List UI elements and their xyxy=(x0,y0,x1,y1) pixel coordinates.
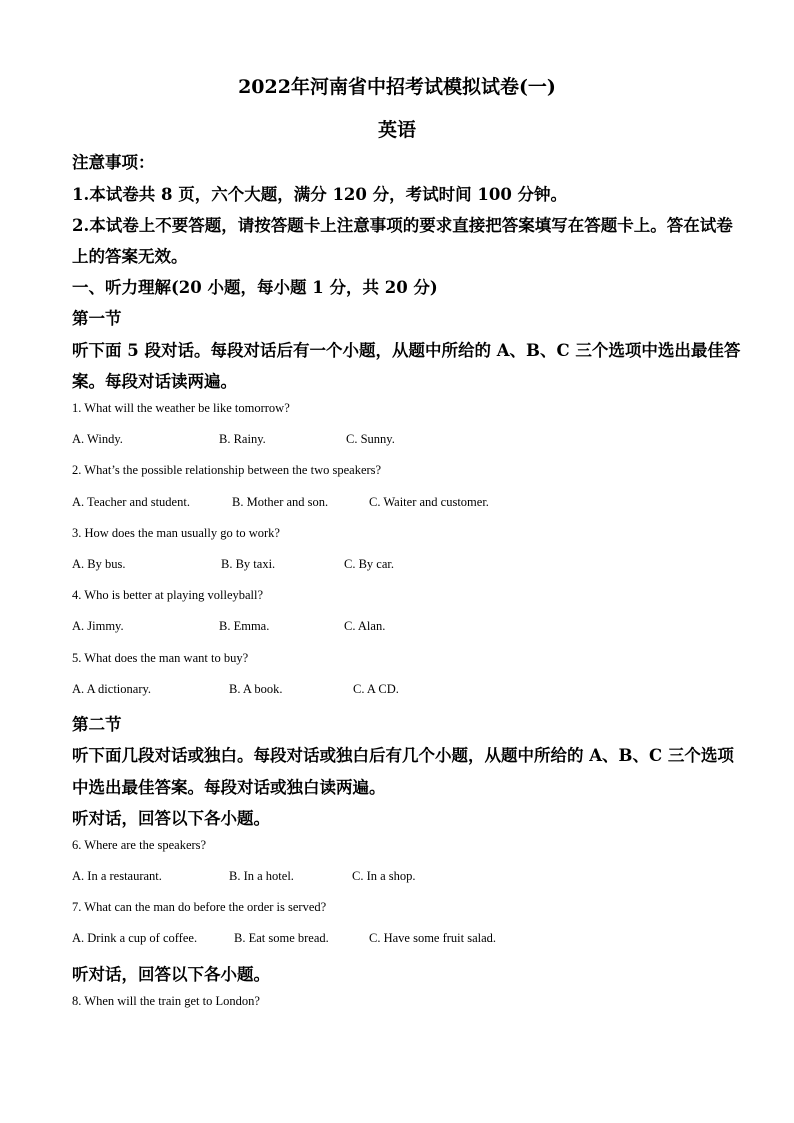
question-2-option-a: A. Teacher and student. xyxy=(72,495,190,509)
question-5-option-b: B. A book. xyxy=(229,682,283,696)
question-3-option-a: A. By bus. xyxy=(72,557,126,571)
question-1: 1. What will the weather be like tomorrow? xyxy=(72,401,290,415)
dialogue-prompt-2: 听对话，回答以下各小题。 xyxy=(72,965,270,984)
dialogue-prompt-1: 听对话，回答以下各小题。 xyxy=(72,809,270,828)
note-item-2-line-2: 上的答案无效。 xyxy=(72,247,188,266)
part1-title: 一、听力理解(20 小题，每小题 1 分，共 20 分) xyxy=(72,278,438,297)
section1-instructions-line-2: 案。每段对话读两遍。 xyxy=(72,372,237,391)
note-item-2-line-1: 2.本试卷上不要答题，请按答题卡上注意事项的要求直接把答案填写在答题卡上。答在试卷 xyxy=(72,216,733,235)
section2-instructions-line-2: 中选出最佳答案。每段对话或独白读两遍。 xyxy=(72,778,386,797)
question-6-option-a: A. In a restaurant. xyxy=(72,869,162,883)
question-6-option-c: C. In a shop. xyxy=(352,869,416,883)
note-item-1: 1.本试卷共 8 页，六个大题，满分 120 分，考试时间 100 分钟。 xyxy=(72,185,568,204)
question-7-option-a: A. Drink a cup of coffee. xyxy=(72,931,198,945)
question-6: 6. Where are the speakers? xyxy=(72,838,207,852)
question-1-option-b: B. Rainy. xyxy=(219,432,266,446)
section2-label: 第二节 xyxy=(72,715,122,734)
question-2-option-c: C. Waiter and customer. xyxy=(369,495,489,509)
exam-title: 2022年河南省中招考试模拟试卷(一) xyxy=(238,76,556,98)
question-1-option-c: C. Sunny. xyxy=(346,432,395,446)
question-6-option-b: B. In a hotel. xyxy=(229,869,294,883)
question-7: 7. What can the man do before the order is served? xyxy=(72,900,327,914)
question-7-option-c: C. Have some fruit salad. xyxy=(369,931,497,945)
question-3-option-c: C. By car. xyxy=(344,557,394,571)
question-3-option-b: B. By taxi. xyxy=(221,557,276,571)
question-7-option-b: B. Eat some bread. xyxy=(234,931,329,945)
question-4-option-a: A. Jimmy. xyxy=(72,619,124,633)
notes-heading: 注意事项： xyxy=(72,153,155,172)
question-2-option-b: B. Mother and son. xyxy=(232,495,329,509)
question-1-option-a: A. Windy. xyxy=(72,432,123,446)
question-3: 3. How does the man usually go to work? xyxy=(72,526,280,540)
question-4-option-b: B. Emma. xyxy=(219,619,270,633)
subject-title: 英语 xyxy=(377,119,416,141)
question-5-option-a: A. A dictionary. xyxy=(72,682,152,696)
section1-instructions-line-1: 听下面 5 段对话。每段对话后有一个小题，从题中所给的 A、B、C 三个选项中选出最佳答 xyxy=(72,341,741,360)
question-4-option-c: C. Alan. xyxy=(344,619,386,633)
question-5: 5. What does the man want to buy? xyxy=(72,651,249,665)
question-2: 2. What’s the possible relationship between the two speakers? xyxy=(72,463,382,477)
section2-instructions-line-1: 听下面几段对话或独白。每段对话或独白后有几个小题，从题中所给的 A、B、C 三个选项 xyxy=(72,746,734,765)
question-8: 8. When will the train get to London? xyxy=(72,994,260,1008)
section1-label: 第一节 xyxy=(72,309,122,328)
question-4: 4. Who is better at playing volleyball? xyxy=(72,588,264,602)
question-5-option-c: C. A CD. xyxy=(353,682,399,696)
